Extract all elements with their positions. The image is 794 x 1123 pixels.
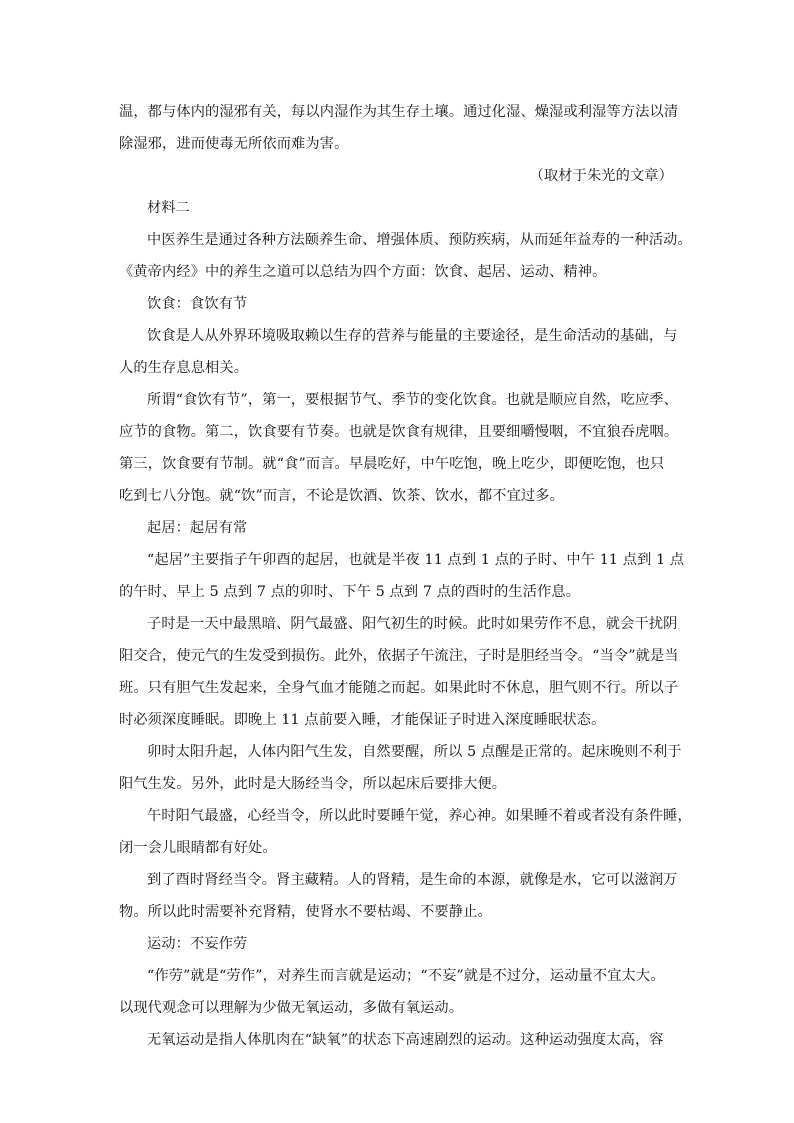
paragraph-line: 的午时、早上 5 点到 7 点的卯时、下午 5 点到 7 点的酉时的生活作息。	[119, 584, 581, 600]
paragraph-line: 子时是一天中最黑暗、阴气最盛、阳气初生的时候。此时如果劳作不息，就会干扰阴	[147, 616, 678, 632]
subsection-heading: 饮食：食饮有节	[147, 296, 248, 312]
paragraph-line: 物。所以此时需要补充肾精，使肾水不要枯竭、不要静止。	[119, 904, 492, 920]
paragraph-line: 人的生存息息相关。	[119, 360, 249, 376]
paragraph-line: 无氧运动是指人体肌肉在“缺氧”的状态下高速剧烈的运动。这种运动强度太高，容	[147, 1032, 664, 1048]
source-citation: （取材于朱光的文章）	[529, 168, 673, 184]
paragraph-line: 除湿邪，进而使毒无所依而难为害。	[119, 136, 349, 152]
paragraph-line: 卯时太阳升起，人体内阳气生发，自然要醒，所以 5 点醒是正常的。起床晚则不利于	[147, 744, 682, 760]
paragraph-line: 中医养生是通过各种方法颐养生命、增强体质、预防疾病，从而延年益寿的一种活动。	[147, 232, 692, 248]
paragraph-line: 时必须深度睡眠。即晚上 11 点前要入睡，才能保证子时进入深度睡眠状态。	[119, 712, 606, 728]
paragraph-line: 阳气生发。另外，此时是大肠经当令，所以起床后要排大便。	[119, 776, 507, 792]
paragraph-line: 应节的食物。第二，饮食要有节奏。也就是饮食有规律，且要细嚼慢咽，不宜狼吞虎咽。	[119, 424, 679, 440]
paragraph-line: 阳交合，使元气的生发受到损伤。此外，依据子午流注，子时是胆经当令。“当令”就是当	[119, 648, 679, 664]
paragraph-line: 所谓“食饮有节”，第一，要根据节气、季节的变化饮食。也就是顺应自然，吃应季、	[147, 392, 678, 408]
paragraph-line: 第三，饮食要有节制。就“食”而言。早晨吃好，中午吃饱，晚上吃少，即便吃饱，也只	[119, 456, 665, 472]
section-heading: 材料二	[147, 200, 191, 216]
paragraph-line: “作劳”就是“劳作”，对养生而言就是运动；“不妄”就是不过分，运动量不宜太大。	[147, 968, 665, 984]
paragraph-line: 吃到七八分饱。就“饮”而言，不论是饮酒、饮茶、饮水，都不宜过多。	[119, 488, 564, 504]
paragraph-line: 《黄帝内经》中的养生之道可以总结为四个方面：饮食、起居、运动、精神。	[119, 264, 607, 280]
paragraph-line: “起居”主要指子午卯酉的起居，也就是半夜 11 点到 1 点的子时、中午 11 点到 1 点	[147, 552, 685, 568]
paragraph-line: 到了酉时肾经当令。肾主藏精。人的肾精，是生命的本源，就像是水，它可以滋润万	[147, 872, 678, 888]
subsection-heading: 运动：不妄作劳	[147, 936, 248, 952]
paragraph-line: 午时阳气最盛，心经当令，所以此时要睡午觉，养心神。如果睡不着或者没有条件睡，	[147, 808, 692, 824]
paragraph-line: 饮食是人从外界环境吸取赖以生存的营养与能量的主要途径，是生命活动的基础，与	[147, 328, 678, 344]
paragraph-line: 闭一会儿眼睛都有好处。	[119, 840, 277, 856]
paragraph-line: 温，都与体内的湿邪有关，每以内湿作为其生存土壤。通过化湿、燥湿或利湿等方法以清	[119, 104, 679, 120]
paragraph-line: 以现代观念可以理解为少做无氧运动，多做有氧运动。	[119, 1000, 464, 1016]
paragraph-line: 班。只有胆气生发起来，全身气血才能随之而起。如果此时不休息，胆气则不行。所以子	[119, 680, 679, 696]
subsection-heading: 起居：起居有常	[147, 520, 248, 536]
